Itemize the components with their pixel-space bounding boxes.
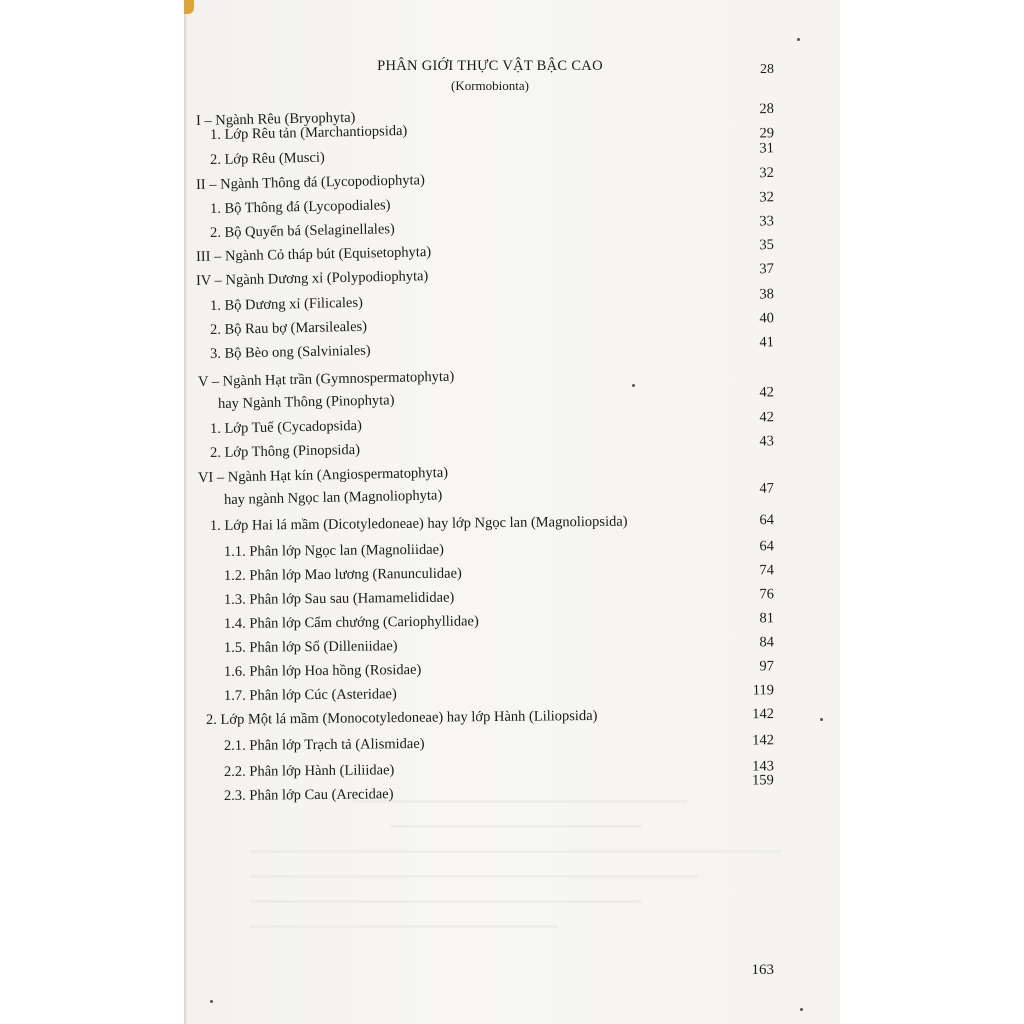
toc-entry-page: 42	[759, 384, 775, 401]
toc-entry-page: 119	[752, 682, 775, 699]
toc-entry-label: 1. Bộ Thông đá (Lycopodiales)	[209, 197, 391, 217]
toc-entry-label: 1. Bộ Dương xỉ (Filicales)	[209, 294, 363, 314]
toc-entry-label: 2.3. Phân lớp Cau (Arecidae)	[223, 786, 394, 804]
toc-entry-page: 97	[759, 658, 775, 675]
speck	[820, 718, 823, 721]
toc-entry-page: 32	[759, 164, 775, 182]
toc-entry-page: 81	[759, 610, 775, 627]
toc-entry-page: 142	[752, 706, 775, 723]
toc-entry-label: 1. Lớp Hai lá mầm (Dicotyledoneae) hay lớp Ngọc lan (Magnoliopsida)	[209, 513, 628, 534]
toc-entry-label: 2.1. Phân lớp Trạch tả (Alismidae)	[223, 735, 425, 754]
page-number: 163	[751, 962, 774, 978]
toc-entry-label: 2. Lớp Một lá mầm (Monocotyledoneae) hay lớp Hành (Liliopsida)	[205, 707, 598, 728]
toc-entry-page: 38	[759, 286, 775, 303]
toc-entry-label: 1.1. Phân lớp Ngọc lan (Magnoliidae)	[223, 541, 444, 560]
toc-entry-label: II – Ngành Thông đá (Lycopodiophyta)	[195, 172, 425, 193]
toc-entry-label: 2. Lớp Rêu (Musci)	[209, 149, 325, 168]
speck	[797, 38, 800, 41]
toc-entry-page: 42	[759, 409, 775, 426]
show-through-text	[250, 800, 810, 990]
toc-entry-label: 2.2. Phân lớp Hành (Liliidae)	[223, 762, 395, 780]
toc-entry-label: 1. Lớp Rêu tản (Marchantiopsida)	[209, 122, 408, 143]
toc-entry-label: hay ngành Ngọc lan (Magnoliophyta)	[223, 487, 443, 508]
toc-entry-page: 41	[759, 334, 775, 351]
section-heading: PHÂN GIỚI THỰC VẬT BẬC CAO	[377, 58, 603, 74]
toc-entry-page: 28	[759, 100, 775, 118]
toc-entry-page: 31	[759, 140, 775, 157]
speck	[210, 1000, 213, 1003]
toc-entry-label: VI – Ngành Hạt kín (Angiospermatophyta)	[197, 464, 449, 486]
toc-entry-page: 32	[759, 189, 775, 206]
toc-entry-page: 37	[759, 260, 775, 278]
toc-entry-page: 84	[759, 634, 775, 651]
toc-entry-label: V – Ngành Hạt trần (Gymnospermatophyta)	[197, 368, 455, 390]
toc-entry-page: 143	[752, 758, 775, 775]
cover-corner	[184, 0, 194, 14]
toc-entry-label: hay Ngành Thông (Pinophyta)	[217, 392, 395, 412]
toc-entry-page: 40	[759, 310, 775, 327]
toc-entry-label: 1.4. Phân lớp Cẩm chướng (Cariophyllidae)	[223, 613, 479, 632]
toc-entry-page: 33	[759, 213, 775, 230]
toc-entry-label: 1.6. Phân lớp Hoa hồng (Rosidae)	[223, 661, 422, 680]
toc-entry-label: 2. Lớp Thông (Pinopsida)	[209, 441, 361, 461]
toc-entry-label: 2. Bộ Quyển bá (Selaginellales)	[209, 221, 395, 241]
toc-entry-label: 3. Bộ Bèo ong (Salviniales)	[209, 342, 371, 362]
toc-entry-label: I – Ngành Rêu (Bryophyta)	[195, 109, 356, 129]
toc-entry-page: 74	[759, 562, 775, 579]
toc-entry-label: 1. Lớp Tuế (Cycadopsida)	[209, 417, 362, 437]
speck	[632, 384, 635, 387]
toc-entry-label: 2. Bộ Rau bợ (Marsileales)	[209, 318, 368, 338]
toc-entry-label: IV – Ngành Dương xỉ (Polypodiophyta)	[195, 268, 429, 289]
toc-entry-label: 1.5. Phân lớp Sổ (Dilleniidae)	[223, 638, 398, 656]
toc-entry-page: 142	[752, 732, 775, 749]
toc-entry-page: 64	[759, 512, 775, 529]
toc-entry-label: 1.3. Phân lớp Sau sau (Hamamelididae)	[223, 589, 455, 608]
toc-entry-page: 64	[759, 538, 775, 555]
toc-entry-page: 35	[759, 236, 775, 254]
toc-entry-page: 47	[759, 480, 775, 497]
speck	[800, 1008, 803, 1011]
toc-entry-page: 29	[759, 125, 775, 142]
section-heading-page: 28	[760, 62, 774, 77]
section-subheading: (Kormobionta)	[451, 78, 529, 93]
toc-entry-label: III – Ngành Cỏ tháp bút (Equisetophyta)	[195, 244, 432, 265]
toc-entry-label: 1.2. Phân lớp Mao lương (Ranunculidae)	[223, 565, 462, 584]
toc-entry-page: 43	[759, 433, 775, 450]
toc-entry-page: 76	[759, 586, 775, 603]
toc-entry-label: 1.7. Phân lớp Cúc (Asteridae)	[223, 686, 397, 704]
toc-entry-page: 159	[752, 772, 774, 789]
